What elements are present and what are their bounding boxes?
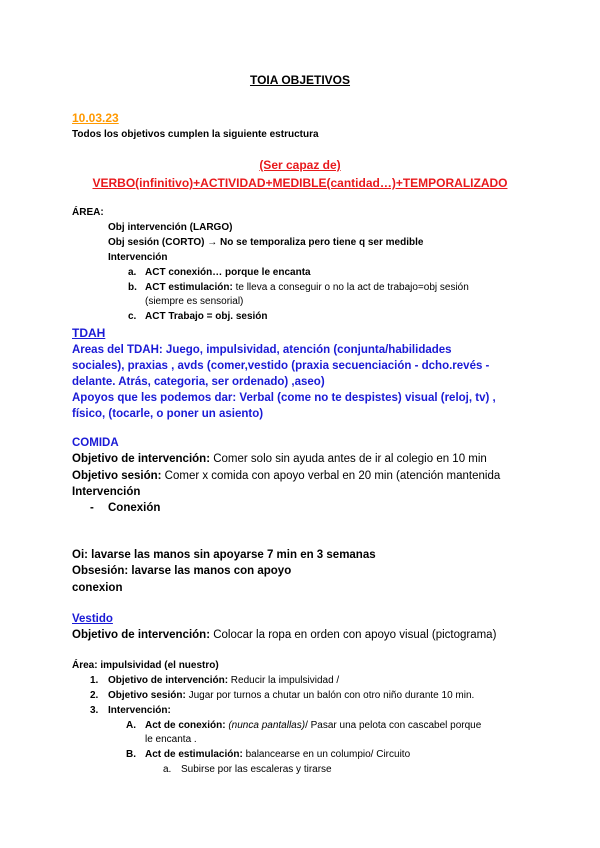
tdah-areas-line: sociales), praxias , avds (comer,vestido (praxia secuenciación - dcho.revés - (72, 360, 490, 372)
tdah-areas-line: delante. Atrás, categoria, ser ordenado) ,aseo) (72, 376, 325, 388)
list-item: Intervención: (108, 705, 171, 716)
list-item: Act de estimulación: balancearse en un columpio/ Circuito (145, 749, 411, 760)
list-item-continuation: le encanta . (145, 734, 197, 745)
list-marker: B. (126, 749, 136, 760)
lavado-conexion: conexion (72, 582, 123, 594)
obj-sesion-line: Obj sesión (CORTO) → No se temporaliza pero tiene q ser medible (108, 237, 424, 248)
list-marker: a. (128, 267, 137, 278)
list-marker: a. (163, 764, 172, 775)
impulsividad-heading: Área: impulsividad (el nuestro) (72, 660, 219, 671)
list-item: Objetivo sesión: Jugar por turnos a chutar un balón con otro niño durante 10 min. (108, 690, 475, 701)
list-item: ACT conexión… porque le encanta (145, 267, 311, 278)
date-heading: 10.03.23 (72, 111, 119, 125)
list-item: Subirse por las escaleras y tirarse (181, 764, 332, 775)
tdah-heading: TDAH (72, 326, 106, 340)
comida-heading: COMIDA (72, 437, 119, 449)
comida-conexion: Conexión (108, 502, 161, 514)
tdah-apoyos-line: Apoyos que les podemos dar: Verbal (come no te despistes) visual (reloj, tv) , (72, 392, 496, 404)
list-marker: 1. (90, 675, 99, 686)
comida-obj-intervencion: Objetivo de intervención: Comer solo sin ayuda antes de ir al colegio en 10 min (72, 453, 487, 465)
intervencion-line: Intervención (108, 252, 168, 263)
page-title: TOIA OBJETIVOS (249, 73, 351, 87)
comida-obj-sesion: Objetivo sesión: Comer x comida con apoyo verbal en 20 min (atención mantenida (72, 470, 501, 482)
lavado-os: Obsesión: lavarse las manos con apoyo (72, 565, 292, 577)
list-item: Objetivo de intervención: Reducir la impulsividad / (108, 675, 340, 686)
comida-intervencion: Intervención (72, 486, 141, 498)
formula-line2: VERBO(infinitivo)+ACTIVIDAD+MEDIBLE(cantidad…)+TEMPORALIZADO (92, 176, 508, 190)
list-item: Act de conexión: (nunca pantallas)/ Pasar una pelota con cascabel porque (145, 720, 482, 731)
list-item: ACT Trabajo = obj. sesión (145, 311, 268, 322)
obj-intervencion-line: Obj intervención (LARGO) (108, 222, 233, 233)
list-marker: 3. (90, 705, 99, 716)
intro-text: Todos los objetivos cumplen la siguiente estructura (72, 129, 319, 140)
list-marker: c. (128, 311, 137, 322)
vestido-heading: Vestido (72, 613, 113, 625)
list-marker: b. (128, 282, 137, 293)
list-marker: 2. (90, 690, 99, 701)
list-item: ACT estimulación: te lleva a conseguir o no la act de trabajo=obj sesión (145, 282, 469, 293)
tdah-apoyos-line: físico, (tocarle, o poner un asiento) (72, 408, 264, 420)
list-marker: A. (126, 720, 136, 731)
area-heading: ÁREA: (72, 207, 104, 218)
tdah-areas-line: Areas del TDAH: Juego, impulsividad, atención (conjunta/habilidades (72, 344, 452, 356)
list-item-continuation: (siempre es sensorial) (145, 296, 244, 307)
bullet-dash: - (90, 502, 94, 514)
formula-line1: (Ser capaz de) (259, 158, 341, 172)
lavado-oi: Oi: lavarse las manos sin apoyarse 7 min en 3 semanas (72, 549, 376, 561)
vestido-obj-intervencion: Objetivo de intervención: Colocar la ropa en orden con apoyo visual (pictograma) (72, 629, 497, 641)
